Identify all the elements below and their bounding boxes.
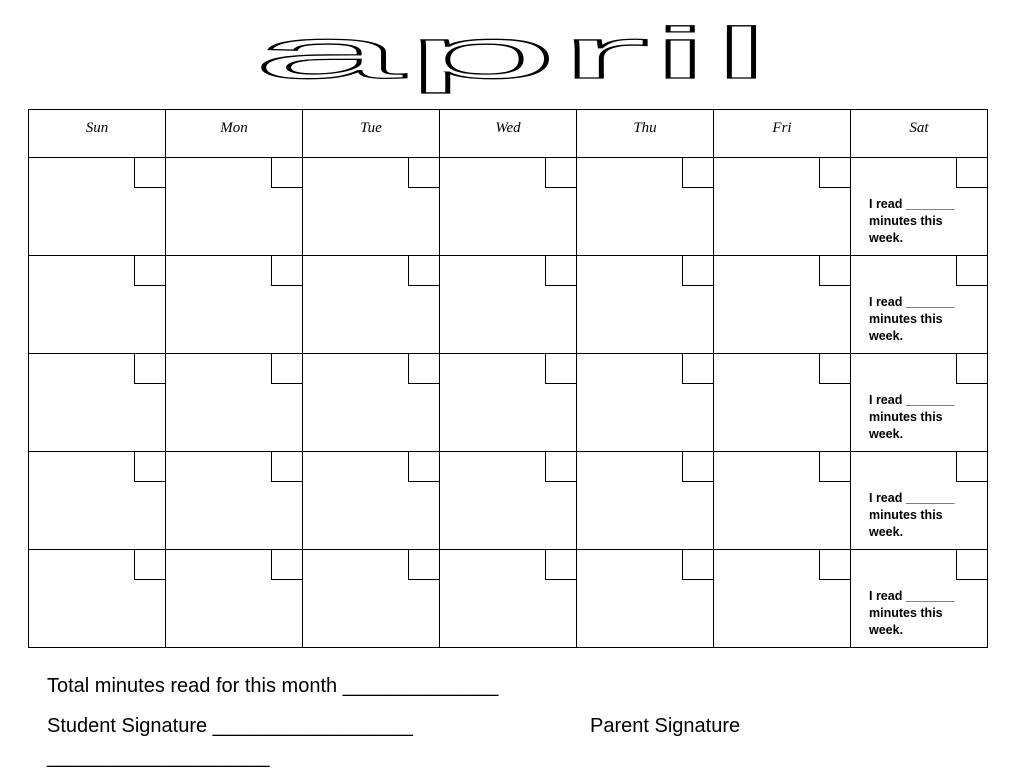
- day-cell: [714, 256, 851, 354]
- week-row: [29, 158, 988, 256]
- date-number-box: [819, 256, 850, 286]
- day-cell: [577, 550, 714, 648]
- date-number-box: [682, 256, 713, 286]
- day-cell: [303, 550, 440, 648]
- date-number-box: [408, 256, 439, 286]
- date-number-box: [408, 354, 439, 384]
- week-row: [29, 256, 988, 354]
- date-number-box: [819, 452, 850, 482]
- date-number-box: [956, 256, 987, 286]
- week-row: [29, 550, 988, 648]
- date-number-box: [956, 550, 987, 580]
- weekly-reading-note: I read _______ minutes this week.: [869, 393, 955, 441]
- weekly-reading-note: I read _______ minutes this week.: [869, 197, 955, 245]
- day-cell: [29, 158, 166, 256]
- date-number-box: [271, 158, 302, 188]
- month-title: april: [252, 14, 772, 94]
- weekday-header-row: [29, 110, 988, 158]
- weekly-reading-note: I read _______ minutes this week.: [869, 295, 955, 343]
- day-cell: [714, 158, 851, 256]
- parent-signature-label: Parent Signature: [590, 715, 741, 737]
- date-number-box: [408, 158, 439, 188]
- weekday-sun: Sun: [29, 110, 166, 158]
- date-number-box: [408, 550, 439, 580]
- date-number-box: [956, 354, 987, 384]
- date-number-box: [682, 158, 713, 188]
- date-number-box: [819, 158, 850, 188]
- weekday-tue: Tue: [303, 110, 440, 158]
- weekly-reading-note: I read _______ minutes this week.: [869, 589, 955, 637]
- weekly-reading-note: I read _______ minutes this week.: [869, 491, 955, 539]
- total-minutes-line: Total minutes read for this month ______________: [47, 675, 499, 697]
- week-row: [29, 452, 988, 550]
- day-cell: [303, 354, 440, 452]
- day-cell: [166, 550, 303, 648]
- date-number-box: [271, 452, 302, 482]
- date-number-box: [682, 354, 713, 384]
- student-signature-line: Student Signature __________________: [47, 715, 413, 737]
- date-number-box: [408, 452, 439, 482]
- day-cell: [29, 452, 166, 550]
- calendar-title: [0, 0, 1024, 105]
- day-cell: [166, 158, 303, 256]
- date-number-box: [819, 354, 850, 384]
- date-number-box: [682, 452, 713, 482]
- day-cell: [303, 452, 440, 550]
- day-cell: [29, 354, 166, 452]
- day-cell: [440, 354, 577, 452]
- date-number-box: [271, 354, 302, 384]
- date-number-box: [956, 158, 987, 188]
- day-cell: [577, 452, 714, 550]
- day-cell: [851, 256, 988, 354]
- weekday-thu: Thu: [577, 110, 714, 158]
- weekday-sat: Sat: [851, 110, 988, 158]
- week-row: [29, 354, 988, 452]
- day-cell: [166, 452, 303, 550]
- day-cell: [440, 550, 577, 648]
- day-cell: [440, 158, 577, 256]
- date-number-box: [545, 158, 576, 188]
- day-cell: [851, 550, 988, 648]
- day-cell: [851, 354, 988, 452]
- date-number-box: [271, 550, 302, 580]
- date-number-box: [134, 158, 165, 188]
- day-cell: [577, 354, 714, 452]
- date-number-box: [134, 354, 165, 384]
- date-number-box: [545, 256, 576, 286]
- date-number-box: [545, 550, 576, 580]
- date-number-box: [134, 452, 165, 482]
- date-number-box: [682, 550, 713, 580]
- parent-signature-blank: ____________________: [47, 746, 270, 768]
- day-cell: [166, 354, 303, 452]
- date-number-box: [134, 256, 165, 286]
- day-cell: [851, 158, 988, 256]
- weekday-wed: Wed: [440, 110, 577, 158]
- day-cell: [303, 256, 440, 354]
- day-cell: [29, 256, 166, 354]
- weekday-fri: Fri: [714, 110, 851, 158]
- date-number-box: [545, 354, 576, 384]
- date-number-box: [134, 550, 165, 580]
- date-number-box: [956, 452, 987, 482]
- day-cell: [577, 158, 714, 256]
- day-cell: [714, 550, 851, 648]
- day-cell: [440, 452, 577, 550]
- day-cell: [29, 550, 166, 648]
- day-cell: [577, 256, 714, 354]
- date-number-box: [545, 452, 576, 482]
- day-cell: [714, 452, 851, 550]
- calendar-grid: [28, 109, 988, 648]
- day-cell: [851, 452, 988, 550]
- day-cell: [303, 158, 440, 256]
- date-number-box: [819, 550, 850, 580]
- date-number-box: [271, 256, 302, 286]
- day-cell: [440, 256, 577, 354]
- day-cell: [714, 354, 851, 452]
- weekday-mon: Mon: [166, 110, 303, 158]
- day-cell: [166, 256, 303, 354]
